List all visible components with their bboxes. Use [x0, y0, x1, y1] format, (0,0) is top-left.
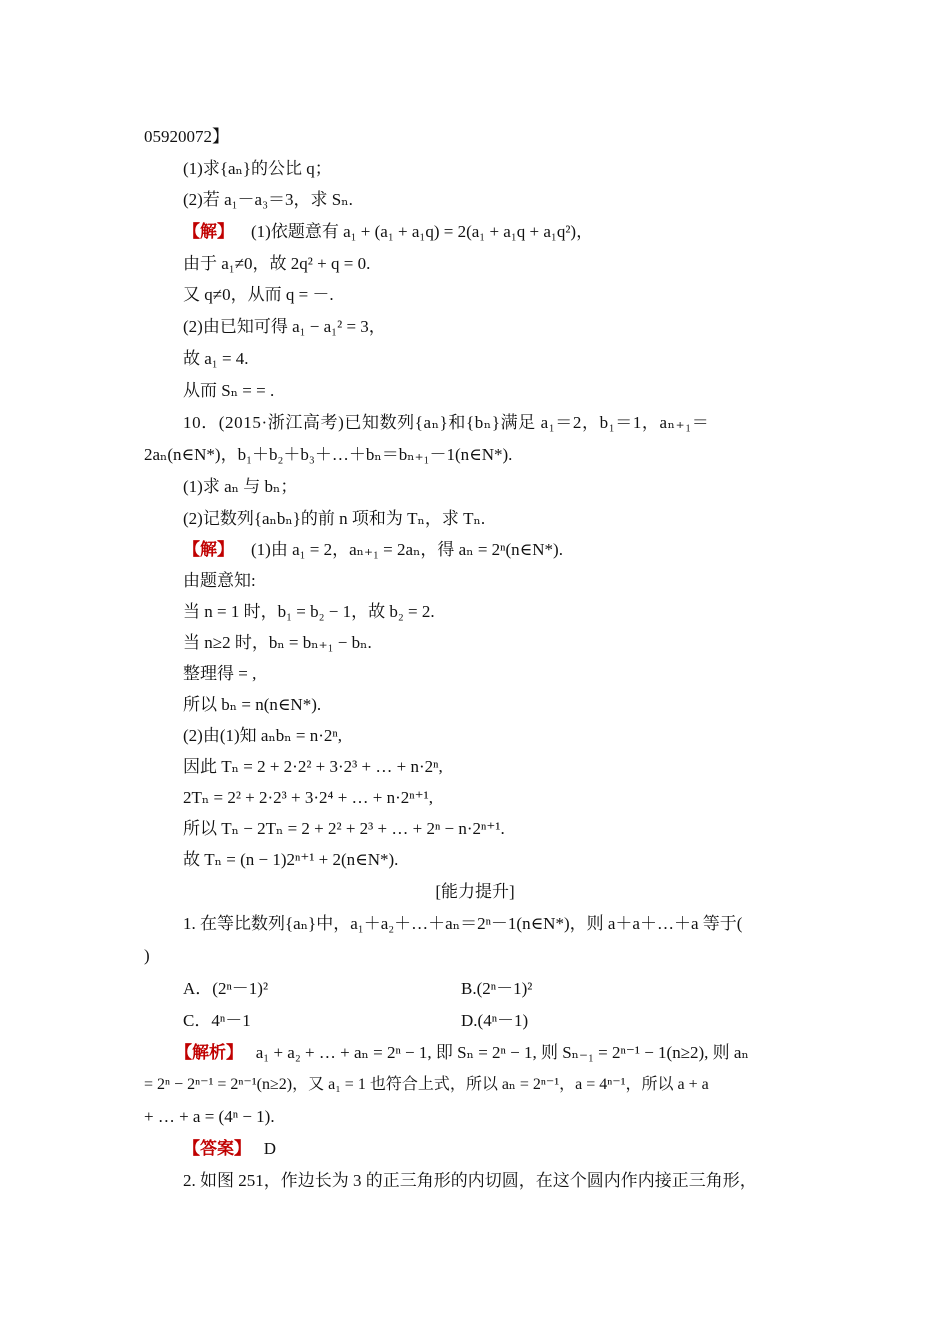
q9-solution-line-5: 故 a₁ = 4.	[183, 349, 249, 368]
q9-part1: (1)求{aₙ}的公比 q；	[183, 159, 332, 178]
q9-solution-line-4: (2)由已知可得 a₁ − a₁² = 3，	[183, 317, 386, 336]
section-title: [能力提升]	[435, 882, 515, 901]
p1-analysis-line-2: = 2ⁿ − 2ⁿ⁻¹ = 2ⁿ⁻¹(n≥2)，又 a₁ = 1 也符合上式，所以 aₙ = 2ⁿ⁻¹，a = 4ⁿ⁻¹，所以 a + a	[144, 1076, 709, 1093]
q10-solution-line-1	[183, 539, 563, 561]
q10-sol-text: (1)由 a₁ = 2，aₙ₊₁ = 2aₙ，得 aₙ = 2ⁿ(n∈N*).	[251, 540, 563, 559]
q10-solution-line-4: 当 n≥2 时，bₙ = bₙ₊₁ − bₙ.	[183, 633, 372, 652]
q10-solution-line-11: 故 Tₙ = (n − 1)2ⁿ⁺¹ + 2(n∈N*).	[183, 850, 399, 869]
q9-solution-line-6: 从而 Sₙ = = .	[183, 381, 275, 400]
q10-solution-line-3: 当 n = 1 时，b₁ = b₂ − 1，故 b₂ = 2.	[183, 602, 435, 621]
analysis-tag: 【解析】	[175, 1043, 243, 1062]
q9-solution-line-2: 由于 a₁≠0，故 2q² + q = 0.	[183, 254, 371, 273]
answer-tag: 【答案】	[183, 1139, 251, 1158]
q10-solution-line-10: 所以 Tₙ − 2Tₙ = 2 + 2² + 2³ + … + 2ⁿ − n·2ⁿ⁺¹.	[183, 819, 505, 838]
q9-solution-line-3: 又 q≠0，从而 q = －.	[183, 285, 334, 304]
solution-tag: 【解】	[183, 540, 234, 559]
q10-part1: (1)求 aₙ 与 bₙ；	[183, 477, 298, 496]
p2-stem: 2. 如图 251，作边长为 3 的正三角形的内切圆，在这个圆内作内接正三角形，	[183, 1171, 757, 1190]
q9-sol-text: (1)依题意有 a₁ + (a₁ + a₁q) = 2(a₁ + a₁q + a₁q²)，	[251, 222, 594, 241]
solution-tag: 【解】	[183, 222, 234, 241]
p1-stem-line-1: 1. 在等比数列{aₙ}中，a₁＋a₂＋…＋aₙ＝2ⁿ－1(n∈N*)，则 a＋a＋…＋a 等于(	[183, 914, 743, 933]
q10-stem-line-1: 10．(2015·浙江高考)已知数列{aₙ}和{bₙ}满足 a₁＝2，b₁＝1，aₙ₊₁＝	[183, 413, 710, 432]
p1-analysis-line-1	[175, 1042, 749, 1064]
q10-solution-line-8: 因此 Tₙ = 2 + 2·2² + 3·2³ + … + n·2ⁿ,	[183, 757, 443, 776]
answer-value: D	[263, 1139, 277, 1158]
q10-solution-line-7: (2)由(1)知 aₙbₙ = n·2ⁿ,	[183, 726, 343, 745]
q10-solution-line-5: 整理得 = ,	[183, 664, 257, 683]
p1-analysis-text: a₁ + a₂ + … + aₙ = 2ⁿ − 1, 即 Sₙ = 2ⁿ − 1, 则 Sₙ₋₁ = 2ⁿ⁻¹ − 1(n≥2), 则 aₙ	[255, 1043, 749, 1062]
q9-solution-line-1	[183, 221, 593, 243]
option-b: B.(2ⁿ－1)²	[461, 979, 533, 998]
p1-answer-line	[183, 1138, 276, 1160]
option-c: C．4ⁿ－1	[183, 1011, 251, 1030]
q10-stem-line-2: 2aₙ(n∈N*)，b₁＋b₂＋b₃＋…＋bₙ＝bₙ₊₁－1(n∈N*).	[144, 445, 513, 464]
q10-solution-line-9: 2Tₙ = 2² + 2·2³ + 3·2⁴ + … + n·2ⁿ⁺¹,	[183, 788, 433, 807]
p1-analysis-line-3: + … + a = (4ⁿ − 1).	[144, 1107, 275, 1126]
option-d: D.(4ⁿ－1)	[461, 1011, 529, 1030]
option-a: A．(2ⁿ－1)²	[183, 979, 269, 998]
q10-part2: (2)记数列{aₙbₙ}的前 n 项和为 Tₙ，求 Tₙ.	[183, 509, 486, 528]
q10-solution-line-2: 由题意知:	[183, 571, 256, 590]
header-id: 05920072】	[144, 127, 229, 146]
q9-part2: (2)若 a₁－a₃＝3，求 Sₙ.	[183, 190, 353, 209]
q10-solution-line-6: 所以 bₙ = n(n∈N*).	[183, 695, 322, 714]
p1-stem-line-2: )	[144, 946, 150, 965]
